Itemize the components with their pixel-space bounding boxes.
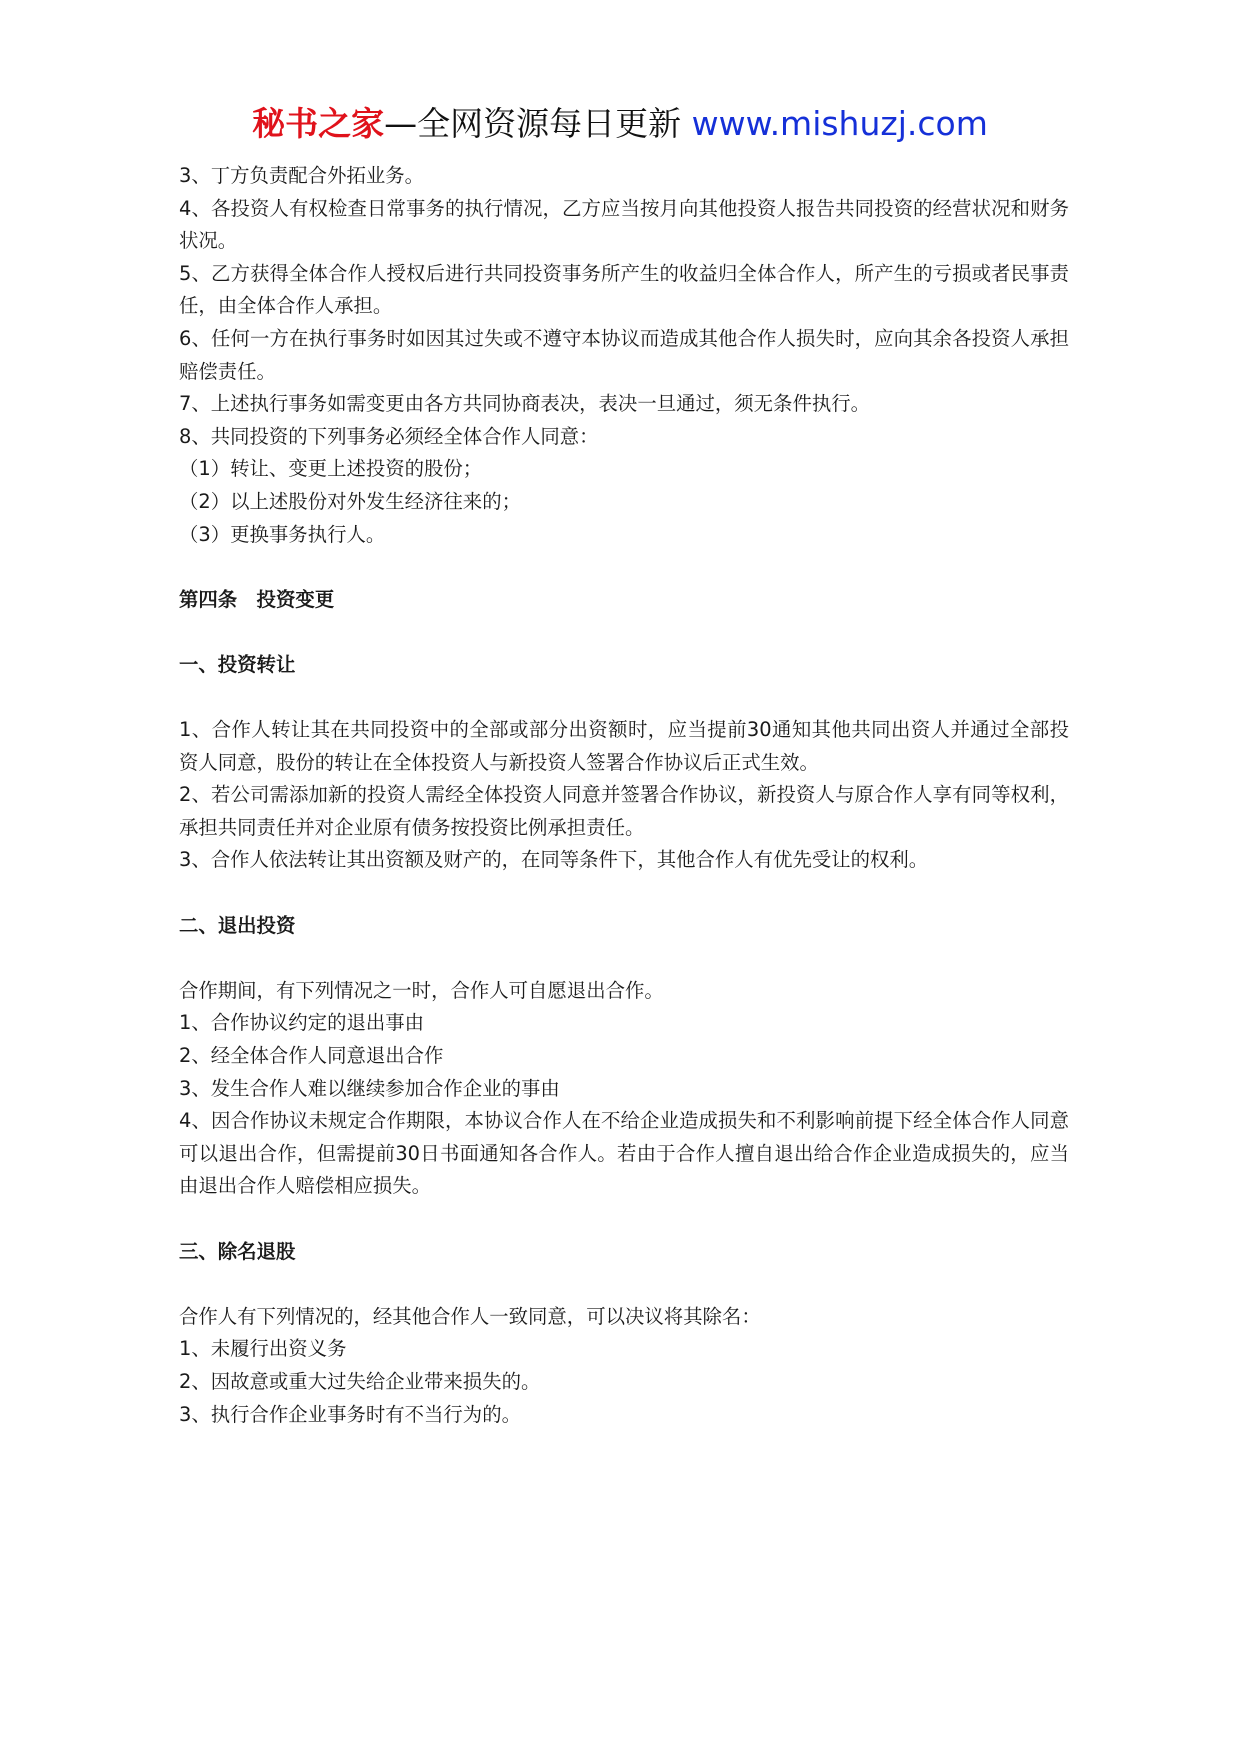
- paragraph: 2、因故意或重大过失给企业带来损失的。: [179, 1369, 541, 1393]
- paragraph: 2、经全体合作人同意退出合作: [179, 1044, 444, 1068]
- paragraph: （3）更换事务执行人。: [179, 522, 386, 546]
- paragraph: 合作人有下列情况的，经其他合作人一致同意，可以决议将其除名：: [179, 1304, 761, 1328]
- paragraph: 1、未履行出资义务: [179, 1337, 347, 1361]
- paragraph: 2、若公司需添加新的投资人需经全体投资人同意并签署合作协议，新投资人与原合作人享有同等权利，承担共同责任并对企业原有债务按投资比例承担责任。: [179, 783, 1069, 839]
- paragraph: （1）转让、变更上述投资的股份；: [179, 457, 483, 481]
- paragraph: 8、共同投资的下列事务必须经全体合作人同意：: [179, 424, 599, 448]
- header-tagline: —全网资源每日更新: [384, 104, 682, 143]
- blank-line: [179, 877, 1069, 910]
- paragraph: 3、发生合作人难以继续参加合作企业的事由: [179, 1076, 560, 1100]
- page-header: [0, 100, 1240, 148]
- blank-line: [179, 682, 1069, 715]
- blank-line: [179, 1268, 1069, 1301]
- blank-line: [179, 551, 1069, 584]
- paragraph: （2）以上述股份对外发生经济往来的；: [179, 489, 521, 513]
- document-body: [179, 160, 1069, 1431]
- paragraph: 4、各投资人有权检查日常事务的执行情况，乙方应当按月向其他投资人报告共同投资的经营状况和财务状况。: [179, 196, 1069, 253]
- blank-line: [179, 616, 1069, 649]
- blank-line: [179, 1203, 1069, 1236]
- paragraph: 3、丁方负责配合外拓业务。: [179, 164, 425, 187]
- paragraph: 1、合作协议约定的退出事由: [179, 1011, 425, 1035]
- paragraph: 1、合作人转让其在共同投资中的全部或部分出资额时，应当提前30通知其他共同出资人并通过全部投资人同意，股份的转让在全体投资人与新投资人签署合作协议后正式生效。: [179, 718, 1069, 774]
- paragraph: 4、因合作协议未规定合作期限，本协议合作人在不给企业造成损失和不利影响前提下经全体合作人同意可以退出合作，但需提前30日书面通知各合作人。若由于合作人擅自退出给合作企业造成损失的，应当由退出合作人赔偿相应损失。: [179, 1109, 1069, 1198]
- paragraph: 3、执行合作企业事务时有不当行为的。: [179, 1402, 521, 1426]
- blank-line: [179, 942, 1069, 975]
- paragraph: 合作期间，有下列情况之一时，合作人可自愿退出合作。: [179, 978, 664, 1002]
- header-url-link[interactable]: www.mishuzj.com: [691, 104, 988, 143]
- section-heading: 一、投资转让: [179, 652, 296, 676]
- paragraph: 3、合作人依法转让其出资额及财产的，在同等条件下，其他合作人有优先受让的权利。: [179, 848, 929, 872]
- paragraph: 5、乙方获得全体合作人授权后进行共同投资事务所产生的收益归全体合作人，所产生的亏损或者民事责任，由全体合作人承担。: [179, 261, 1069, 318]
- section-heading: 三、除名退股: [179, 1239, 296, 1263]
- section-heading: 二、退出投资: [179, 913, 296, 937]
- paragraph: 6、任何一方在执行事务时如因其过失或不遵守本协议而造成其他合作人损失时，应向其余各投资人承担赔偿责任。: [179, 326, 1069, 383]
- section-heading: 第四条 投资变更: [179, 587, 335, 611]
- paragraph: 7、上述执行事务如需变更由各方共同协商表决，表决一旦通过，须无条件执行。: [179, 392, 871, 416]
- header-brand: 秘书之家: [252, 104, 385, 143]
